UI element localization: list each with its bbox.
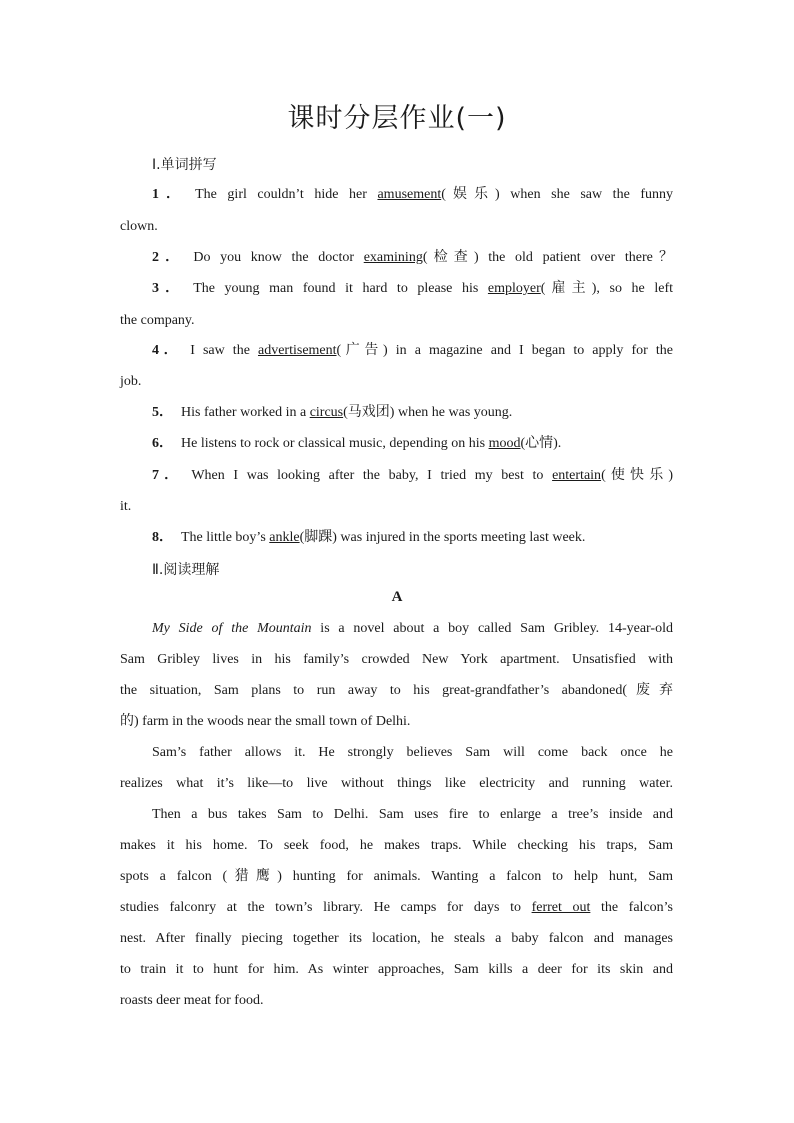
passage-text: studies falconry at the town’s library. He camps for days to (120, 900, 532, 915)
chinese-hint: (马戏团) (343, 405, 395, 420)
question-text: The girl couldn’t hide her (195, 187, 378, 202)
chinese-hint: (广告) (336, 343, 388, 358)
question-4-cont: job. (120, 374, 142, 389)
answer: employer (487, 281, 541, 296)
question-text: He listens to rock or classical music, depending on his (181, 436, 489, 451)
passage-label: A (391, 589, 403, 605)
question-2 (120, 248, 673, 268)
question-4 (120, 341, 673, 361)
question-number: 8． (152, 530, 173, 545)
passage-line (120, 898, 673, 918)
answer: advertisement (258, 343, 337, 358)
answer: amusement (377, 187, 442, 202)
question-6 (120, 434, 673, 454)
section-heading-reading: Ⅱ.阅读理解 (152, 562, 220, 578)
question-1-cont: clown. (120, 219, 158, 234)
question-text: When I was looking after the baby, I tried my best to (191, 468, 553, 483)
question-3-cont: the company. (120, 313, 195, 328)
chinese-hint: (脚踝) (299, 530, 337, 545)
book-title: My Side of the Mountain (152, 621, 312, 636)
question-number: 3． (152, 281, 186, 296)
question-number: 4． (152, 343, 183, 358)
passage-line: Sam’s father allows it. He strongly believes Sam will come back once he (152, 745, 673, 760)
passage-line: spots a falcon (猎鹰) hunting for animals. Wanting a falcon to help hunt, Sam (120, 869, 673, 884)
passage-line: to train it to hunt for him. As winter approaches, Sam kills a deer for its skin and (120, 962, 673, 977)
passage-line: the situation, Sam plans to run away to his great-grandfather’s abandoned(废弃 (120, 683, 673, 698)
chinese-hint: (使快乐) (601, 468, 674, 483)
passage-line: Sam Gribley lives in his family’s crowded New York apartment. Unsatisfied with (120, 652, 673, 667)
passage-line: realizes what it’s like—to live without things like electricity and running water. (120, 776, 673, 791)
answer: entertain (552, 468, 602, 483)
question-text: The little boy’s (181, 530, 270, 545)
passage-text: the falcon’s (590, 900, 673, 915)
passage-line: roasts deer meat for food. (120, 993, 264, 1008)
passage-line: Then a bus takes Sam to Delhi. Sam uses fire to enlarge a tree’s inside and (152, 807, 673, 822)
answer: circus (309, 405, 344, 420)
question-text: , so he left (596, 281, 673, 296)
question-text: His father worked in a (181, 405, 310, 420)
passage-line (120, 619, 673, 639)
passage-text: is a novel about a boy called Sam Gribley. 14-year-old (311, 621, 673, 636)
question-text: when he was young. (394, 405, 513, 420)
question-text: The young man found it hard to please his (193, 281, 488, 296)
underlined-phrase: ferret out (531, 900, 591, 915)
answer: ankle (269, 530, 300, 545)
answer: mood (488, 436, 521, 451)
passage-line: 的) farm in the woods near the small town of Delhi. (120, 714, 411, 729)
question-text: in a magazine and I began to apply for the (387, 343, 674, 358)
question-number: 6． (152, 436, 173, 451)
chinese-hint: (心情) (520, 436, 558, 451)
chinese-hint: (雇主) (540, 281, 597, 296)
question-text: the old patient over there？ (478, 250, 674, 265)
question-text: was injured in the sports meeting last week. (336, 530, 586, 545)
question-number: 1． (152, 187, 188, 202)
question-8 (120, 528, 673, 548)
passage-line: makes it his home. To seek food, he makes traps. While checking his traps, Sam (120, 838, 673, 853)
question-number: 2． (152, 250, 186, 265)
question-text: I saw the (190, 343, 258, 358)
chinese-hint: (娱乐) (441, 187, 500, 202)
question-7-cont: it. (120, 499, 132, 514)
question-number: 5． (152, 405, 173, 420)
chinese-hint: (检查) (422, 250, 479, 265)
answer: examining (363, 250, 423, 265)
question-text: when she saw the funny (499, 187, 674, 202)
section-heading-spelling: Ⅰ.单词拼写 (152, 157, 217, 173)
question-number: 7． (152, 468, 184, 483)
question-7 (120, 466, 673, 486)
page-title: 课时分层作业(一) (287, 103, 507, 134)
question-3 (120, 279, 673, 299)
question-text: . (557, 436, 562, 451)
question-5 (120, 403, 673, 423)
question-1 (120, 185, 673, 205)
question-text: Do you know the doctor (193, 250, 364, 265)
passage-line: nest. After finally piecing together its location, he steals a baby falcon and manages (120, 931, 673, 946)
